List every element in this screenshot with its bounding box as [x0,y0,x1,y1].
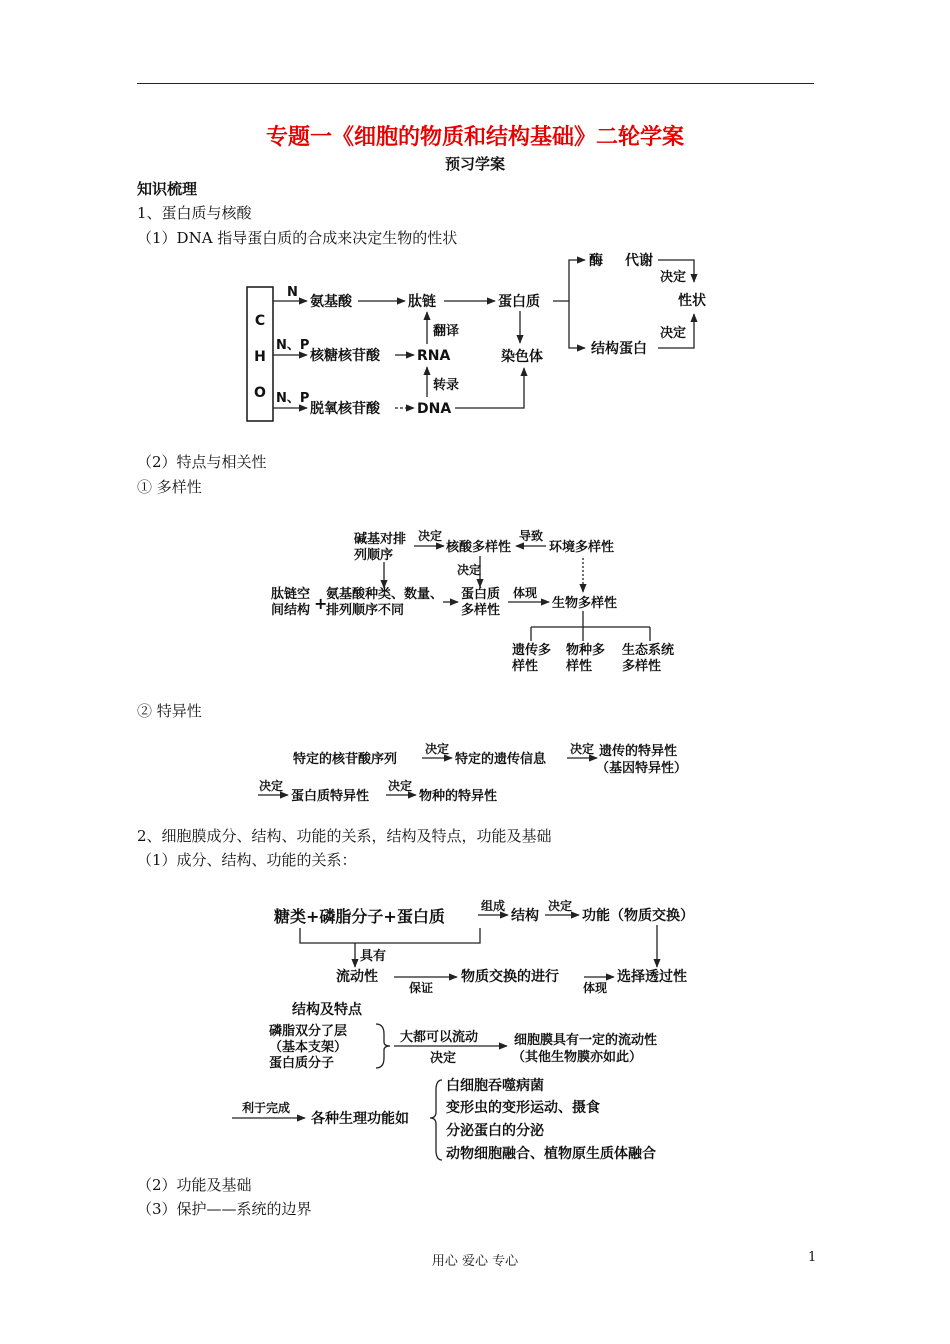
node-basic-frame: （基本支架） [269,1040,348,1055]
node-protein: 蛋白质 [498,294,540,310]
node-chromosome: 染色体 [501,349,543,365]
page-number: 1 [808,1250,817,1265]
label-decide-d2: 决定 [430,1051,457,1066]
node-amino-acid: 氨基酸 [310,294,352,310]
node-spatial-1: 肽链空 [271,587,311,602]
heading-knowledge: 知识梳理 [137,180,198,198]
node-species-specificity: 物种的特异性 [419,789,498,804]
section-2-2-heading: （2）功能及基础 [137,1176,252,1194]
section-2-heading: 2、细胞膜成分、结构、功能的关系，结构及特点，功能及基础 [137,827,552,845]
node-func-2: 变形虫的变形运动、摄食 [446,1100,600,1116]
node-seq: 特定的核苷酸序列 [293,752,398,767]
node-deoxynucleotide: 脱氧核苷酸 [310,401,380,417]
node-selective: 选择透过性 [617,969,687,985]
node-base-order-1: 碱基对排 [354,532,407,547]
element-c: C [254,313,266,329]
label-decide-a: 决定 [418,529,443,543]
node-func-3: 分泌蛋白的分泌 [446,1123,544,1139]
page-title: 专题一《细胞的物质和结构基础》二轮学案 [265,125,684,150]
label-have: 具有 [360,949,387,964]
node-info: 特定的遗传信息 [455,752,547,767]
label-embody: 体现 [513,586,538,600]
node-genetic-specificity: 遗传的特异性 [599,744,678,759]
node-base-order-2: 列顺序 [354,548,394,563]
label-decide-c2: 决定 [570,742,595,756]
node-gene-specificity: （基因特异性） [596,761,688,776]
element-h: H [254,349,266,365]
brace-structure [376,1024,390,1068]
node-genetic-2: 样性 [512,659,539,674]
node-metabolism: 代谢 [625,253,653,269]
node-genetic-1: 遗传多 [512,643,552,658]
section-1-heading: 1、蛋白质与核酸 [137,204,252,222]
node-function: 功能（物质交换） [582,908,694,924]
node-structural-protein: 结构蛋白 [591,341,647,357]
label-decide-c1: 决定 [425,742,450,756]
label-decide-b: 决定 [457,563,482,577]
node-membrane-fluid: 细胞膜具有一定的流动性 [514,1033,658,1048]
section-1-2b-heading: ② 特异性 [137,702,202,720]
node-species-2: 样性 [566,659,593,674]
node-aa-1: 氨基酸种类、数量、 [326,587,444,602]
node-spatial-2: 间结构 [271,603,311,618]
label-decide-c4: 决定 [388,779,413,793]
node-protein-molecule: 蛋白质分子 [269,1056,335,1071]
node-peptide: 肽链 [408,294,436,310]
label-favor: 利于完成 [242,1101,291,1115]
label-decide-d1: 决定 [548,899,573,913]
section-1-2a-heading: ① 多样性 [137,478,202,496]
bracket-components [300,928,480,943]
page-subtitle: 预习学案 [444,155,505,173]
node-aa-2: 排列顺序不同 [326,603,405,618]
label-transcribe: 转录 [433,378,460,393]
node-rna: RNA [417,348,451,364]
node-environment-diversity: 环境多样性 [549,540,615,555]
node-enzyme: 酶 [589,253,603,269]
label-decide-2: 决定 [660,326,687,341]
label-decide-1: 决定 [660,270,687,285]
node-nucleic-diversity: 核酸多样性 [446,540,512,555]
node-fluidity: 流动性 [336,969,378,985]
node-structure: 结构 [511,908,539,924]
node-func-1: 白细胞吞噬病菌 [446,1078,544,1094]
node-protein-specificity: 蛋白质特异性 [291,789,370,804]
node-components: 糖类+磷脂分子+蛋白质 [274,907,445,926]
node-functions: 各种生理功能如 [311,1111,409,1127]
section-2-3-heading: （3）保护——系统的边界 [137,1200,312,1218]
node-ecosystem-2: 多样性 [622,659,662,674]
node-bilayer: 磷脂双分了层 [269,1024,348,1039]
node-protein-div-1: 蛋白质 [461,587,501,602]
node-protein-div-2: 多样性 [461,603,501,618]
node-ecosystem-1: 生态系统 [622,643,675,658]
page-footer: 用心 爱心 专心 [431,1254,519,1269]
label-form: 组成 [481,899,506,913]
label-mostly-fluid: 大都可以流动 [400,1030,479,1045]
node-species-1: 物种多 [566,643,606,658]
label-translate: 翻译 [433,324,460,339]
node-bio-diversity: 生物多样性 [552,596,618,611]
label-ensure: 保证 [409,981,434,995]
section-2-1-heading: （1）成分、结构、功能的关系： [137,851,357,869]
brace-functions [430,1080,442,1160]
label-np-2: N、P [276,391,310,406]
plus-sign: + [314,594,328,613]
label-embody-2: 体现 [583,981,608,995]
section-1-2-heading: （2）特点与相关性 [137,453,267,471]
label-np-1: N、P [276,338,310,353]
node-dna: DNA [417,401,452,417]
node-ribonucleotide: 核糖核苷酸 [310,348,380,364]
label-n: N [287,285,298,300]
label-decide-c3: 决定 [259,779,284,793]
element-o: O [254,385,266,401]
node-func-4: 动物细胞融合、植物原生质体融合 [446,1146,656,1162]
node-other-membranes: （其他生物膜亦如此） [512,1050,643,1065]
node-exchange: 物质交换的进行 [461,969,559,985]
node-trait: 性状 [678,293,706,309]
label-cause: 导致 [519,529,544,543]
section-1-1-heading: （1）DNA 指导蛋白质的合成来决定生物的性状 [137,229,458,247]
node-structure-title: 结构及特点 [292,1002,362,1018]
